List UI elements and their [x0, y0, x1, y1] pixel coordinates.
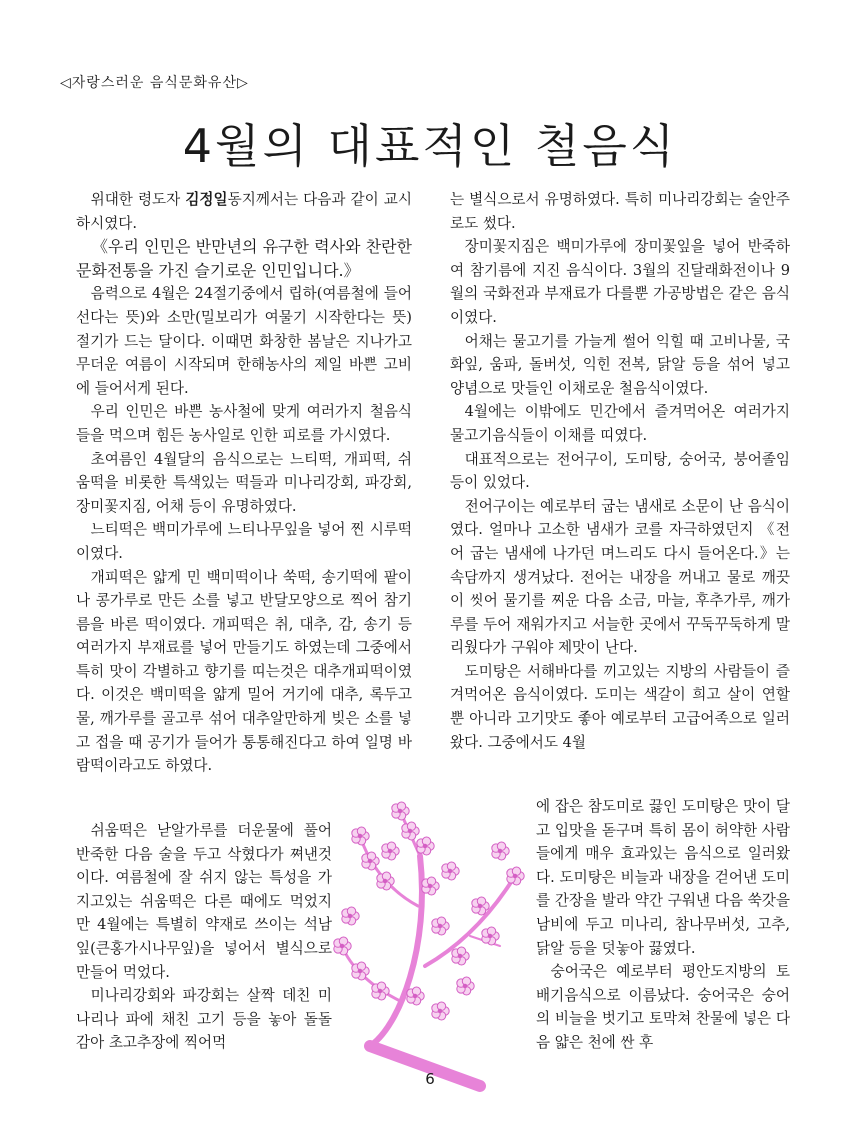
blossom-flower: [432, 917, 449, 935]
paragraph: 어채는 물고기를 가늘게 썰어 익힐 때 고비나물, 국화잎, 움파, 돌버섯, 익힌 전복, 닭알 등을 섞어 넣고 양념으로 맛들인 이채로운 철음식이였다.: [450, 332, 790, 397]
page-number: 6: [425, 1070, 435, 1088]
series-label: ◁자랑스러운 음식문화유산▷: [60, 75, 249, 91]
blossom-flower: [392, 802, 409, 820]
blossom-flower: [442, 862, 459, 880]
paragraph: 쉬움떡은 낟알가루를 더운물에 풀어 반죽한 다음 술을 두고 삭혔다가 쪄낸것이다. 여름철에 잘 쉬지 않는 특성을 가지고있는 쉬움떡은 다른 때에도 먹었지만 4월에는 특별히 약재로 쓰이는 석남잎(큰홍가시나무잎)을 넣어서 별식으로 만들어 먹었다.: [76, 822, 332, 981]
blossom-flower: [432, 1002, 449, 1020]
paragraph: 느티떡은 백미가루에 느티나무잎을 넣어 찐 시루떡이였다.: [76, 521, 412, 562]
leader-name: 김정일: [185, 191, 228, 208]
intro-suffix: 동지께서는 다음과 같이 교시하시였다.: [76, 191, 412, 232]
paragraph: 음력으로 4월은 24절기중에서 립하(여름철에 들어선다는 뜻)와 소만(밀보리가 여물기 시작한다는 뜻)절기가 드는 달이다. 이때면 화창한 봄날은 지나가고 무더운 여름이 시작되며 한해농사의 제일 바쁜 고비에 들어서게 된다.: [76, 285, 412, 397]
blossom-flower: [372, 982, 389, 1000]
blossom-flower: [382, 842, 399, 860]
paragraph: 숭어국은 예로부터 평안도지방의 토배기음식으로 이름났다. 숭어국은 숭어의 비늘을 벗기고 토막쳐 찬물에 넣은 다음 얇은 천에 싼 후: [536, 963, 790, 1051]
left-column-top: [76, 188, 412, 778]
paragraph: 미나리강회와 파강회는 살짝 데친 미나리나 파에 채친 고기 등을 놓아 돌돌 감아 초고추장에 찍어먹: [76, 987, 332, 1052]
blossom-flower: [407, 987, 424, 1005]
blossom-flower: [417, 837, 434, 855]
paragraph: 도미탕은 서해바다를 끼고있는 지방의 사람들이 즐겨먹어온 음식이였다. 도미는 색갈이 희고 살이 연할뿐 아니라 고기맛도 좋아 예로부터 고급어족으로 일러왔다. 그중에서도 4월: [450, 662, 790, 751]
blossom-flower: [482, 927, 499, 945]
blossom-flower: [492, 842, 509, 860]
paragraph: 에 잡은 참도미로 끓인 도미탕은 맛이 달고 입맛을 돋구며 특히 몸이 허약한 사람들에게 매우 효과있는 음식으로 일러왔다. 도미탕은 비늘과 내장을 걷어낸 도미를 간장을 발라 약간 구워낸 다음 쑥갓을 남비에 두고 미나리, 참나무버섯, 고추, 닭알 등을 덧놓아 끓였다.: [536, 798, 790, 957]
blossom-flower: [342, 907, 359, 925]
paragraph: 대표적으로는 전어구이, 도미탕, 숭어국, 붕어졸임 등이 있었다.: [450, 450, 790, 492]
plum-blossom-illustration: [330, 796, 540, 1096]
right-column-top: [450, 188, 790, 754]
intro-paragraph: [76, 188, 412, 235]
paragraph: 4월에는 이밖에도 민간에서 즐겨먹어온 여러가지 물고기음식들이 이채를 띠였다.: [450, 403, 790, 444]
paragraph: 우리 인민은 바쁜 농사철에 맞게 여러가지 철음식들을 먹으며 힘든 농사일로 인한 피로를 가시였다.: [76, 403, 412, 444]
blossom-flower: [452, 947, 469, 965]
paragraph: 개피떡은 얇게 민 백미떡이나 쑥떡, 송기떡에 팥이나 콩가루로 만든 소를 넣고 반달모양으로 찍어 참기름을 바른 떡이였다. 개피떡은 취, 대추, 감, 송기 등 여러가지 부재료를 넣어 만들기도 하였는데 그중에서 특히 맛이 각별하고 향기를 띠는것은 대추개피떡이였다. 이것은 백미떡을 얇게 밀어 거기에 대추, 록두고물, 깨가루를 골고루 섞어 대추알만하게 빚은 소를 넣고 접을 때 공기가 들어가 통통해진다고 하여 일명 바람떡이라고도 하였다.: [76, 568, 412, 775]
blossom-flower: [402, 822, 419, 840]
page-title: 4월의 대표적인 철음식: [182, 119, 678, 173]
paragraph: 전어구이는 예로부터 굽는 냄새로 소문이 난 음식이였다. 얼마나 고소한 냄새가 코를 자극하였던지 《전어 굽는 냄새에 나가던 며느리도 다시 들어온다.》는 속담까지 생겨났다. 전어는 내장을 꺼내고 물로 깨끗이 씻어 물기를 찌운 다음 소금, 마늘, 후추가루, 깨가루를 두어 재워가지고 서늘한 곳에서 꾸둑꾸둑하게 말리웠다가 구워야 제맛이 난다.: [450, 497, 790, 657]
blossom-flower: [507, 867, 524, 885]
paragraph: 초여름인 4월달의 음식으로는 느티떡, 개피떡, 쉬움떡을 비롯한 특색있는 떡들과 미나리강회, 파강회, 장미꽃지짐, 어채 등이 유명하였다.: [76, 450, 412, 515]
blossom-flower: [457, 977, 474, 995]
blossom-flower: [422, 877, 439, 895]
intro-prefix: 위대한 령도자: [90, 191, 186, 208]
paragraph: 장미꽃지짐은 백미가루에 장미꽃잎을 넣어 반죽하여 참기름에 지진 음식이다. 3월의 진달래화전이나 9월의 국화전과 부재료가 다를뿐 가공방법은 같은 음식이였다.: [450, 238, 790, 326]
quote-paragraph: 《우리 인민은 반만년의 유구한 력사와 찬란한 문화전통을 가진 슬기로운 인민입니다.》: [76, 237, 412, 280]
paragraph: 는 별식으로서 유명하였다. 특히 미나리강회는 술안주로도 썼다.: [450, 191, 790, 232]
blossom-flower: [352, 827, 369, 845]
right-column-bottom: [536, 795, 790, 1055]
left-column-bottom: [76, 819, 332, 1055]
blossom-flower: [334, 937, 351, 955]
